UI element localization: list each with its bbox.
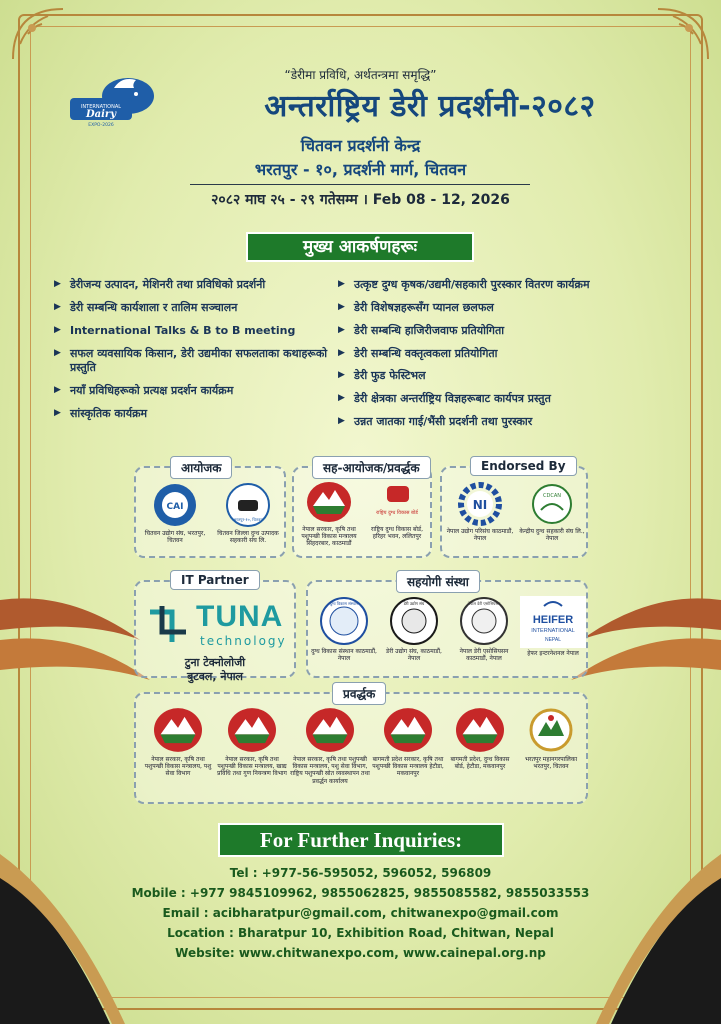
promoter-logo <box>142 706 214 778</box>
supporter-logo-dia <box>380 596 448 662</box>
supporters-box <box>306 575 588 678</box>
dia-seal-icon <box>389 596 439 646</box>
organizer-logo-cai <box>140 482 210 544</box>
event-dates: २०८२ माघ २५ - २९ गतेसम्म । Feb 08 - 12, 2026 <box>211 192 510 208</box>
page-title: अन्तर्राष्ट्रिय डेरी प्रदर्शनी-२०८२ <box>264 89 596 124</box>
list-item: ▶ उत्कृष्ट दुग्ध कृषक/उद्यमी/सहकारी पुरस्कार वितरण कार्यक्रम <box>338 278 678 293</box>
logo-text: डेरी उद्योग संघ <box>403 601 425 606</box>
list-item: ▶ डेरी सम्बन्धि कार्यशाला र तालिम सञ्चालन <box>54 301 334 316</box>
nepal-emblem-icon <box>305 480 353 524</box>
supporter-logo-ddc <box>310 596 378 662</box>
tagline: “डेरीमा प्रविधि, अर्थतन्त्रमा समृद्धि” <box>284 68 437 82</box>
logo-caption: बागमती प्रदेश सरकार, कृषि तथा पशुपन्छी विकास मन्त्रालय हेटौडा, मकवानपुर <box>372 756 444 778</box>
logo-caption: चितवन उद्योग संघ, भरतपुर, चितवन <box>144 530 206 545</box>
nepal-emblem-icon <box>381 706 435 754</box>
tuna-logo-icon <box>146 602 190 646</box>
logo-caption: नेपाल सरकार, कृषि तथा पशुपन्छी विकास मन्त्रालय, पशु सेवा विभाग <box>144 756 212 778</box>
logo-caption: डेरी उद्योग संघ, काठमाडौं, नेपाल <box>386 648 442 663</box>
tuna-brand: TUNA <box>196 600 284 633</box>
logo-caption: नेपाल उद्योग परिसंघ काठमाडौं, नेपाल <box>446 528 514 543</box>
logo-caption: दुग्ध विकास संस्थान काठमाडौं, नेपाल <box>311 648 377 663</box>
endorsed-label: Endorsed By <box>470 456 577 476</box>
co-organizer-logo-ndbb <box>364 480 430 540</box>
promoters-label: प्रवर्द्धक <box>332 682 386 705</box>
tuna-brand-sub: technology <box>200 634 287 648</box>
logo-caption: नेपाल सरकार, कृषि तथा पशुपन्छी विकास मन्त्रालय, पशु सेवा विभाग, राष्ट्रिय पशुपन्छी स्रोत व्यवस्थापन तथा प्रवर्द्धन कार्यालय <box>290 756 370 785</box>
nepal-emblem-icon <box>303 706 357 754</box>
promoter-logo <box>216 706 288 778</box>
cdcan-seal-icon <box>529 482 575 526</box>
gear-icon <box>457 482 503 526</box>
logo-text: NI <box>472 498 488 512</box>
contact-mobile: Mobile : +977 9845109962, 9855062825, 9855085582, 9855033553 <box>131 886 590 900</box>
list-item: ▶ सांस्कृतिक कार्यक्रम <box>54 407 334 422</box>
svg-text:Dairy: Dairy <box>85 109 117 120</box>
promoter-logo-bharatpur <box>516 706 586 770</box>
logo-text: CAI <box>166 502 184 512</box>
list-item: ▶ डेरीजन्य उत्पादन, मेशिनरी तथा प्रविधिको प्रदर्शनी <box>54 278 334 293</box>
promoter-logo <box>372 706 444 778</box>
logo-text: दुग्ध विकास संस्थान <box>329 601 359 606</box>
it-partner-box <box>134 573 296 684</box>
nepal-emblem-icon <box>151 706 205 754</box>
co-organizer-label: सह-आयोजक/प्रवर्द्धक <box>312 456 431 479</box>
logo-text: भरतपुर-१०, चितवन <box>233 517 263 522</box>
nepal-emblem-icon <box>225 706 279 754</box>
organizer-box <box>134 461 286 558</box>
list-item: ▶ डेरी सम्बन्धि हाजिरीजवाफ प्रतियोगिता <box>338 324 678 339</box>
logo-text: नेपाल डेरी एसोसियसन <box>467 601 501 606</box>
it-partner-label: IT Partner <box>170 570 260 590</box>
logo-caption: बागमती प्रदेश, दुग्ध विकास बोर्ड, हेटौडा, मकवानपुर <box>450 756 510 771</box>
endorsed-logo-cdcan <box>516 482 588 542</box>
it-partner-caption <box>136 656 294 685</box>
promoters-box <box>134 687 588 804</box>
logo-text: HEIFER <box>532 614 574 626</box>
logo-caption: हेफर इन्टरनेशनल नेपाल <box>527 650 579 657</box>
ddc-seal-icon <box>319 596 369 646</box>
organizer-logo-milk-union <box>212 482 284 544</box>
endorsed-box <box>440 459 588 558</box>
inquiries-heading: For Further Inquiries: <box>218 823 504 857</box>
list-item: ▶ नयाँ प्रविधिहरूको प्रत्यक्ष प्रदर्शन कार्यक्रम <box>54 384 334 399</box>
list-item: ▶ सफल व्यवसायिक किसान, डेरी उद्यमीका सफलताका कथाहरूको प्रस्तुति <box>54 347 334 377</box>
supporter-logo-heifer <box>518 596 588 657</box>
endorsed-logo-fncci <box>444 482 516 542</box>
corner-ornament-top-right <box>653 4 713 64</box>
divider <box>190 184 530 185</box>
it-partner-location: बुटवल, नेपाल <box>186 670 244 684</box>
list-item: ▶ उन्नत जातका गाई/भैंसी प्रदर्शनी तथा पुरस्कार <box>338 415 678 430</box>
svg-text:EXPO-2026: EXPO-2026 <box>88 123 114 128</box>
promoter-logo <box>290 706 370 785</box>
co-organizer-box <box>292 461 432 558</box>
attractions-heading: मुख्य आकर्षणहरूः <box>246 232 474 262</box>
cow-seal-icon <box>225 482 271 528</box>
promoter-logo <box>446 706 514 770</box>
cai-gear-icon <box>152 482 198 528</box>
list-item: ▶ International Talks & B to B meeting <box>54 324 334 339</box>
contact-location: Location : Bharatpur 10, Exhibition Road, Chitwan, Nepal <box>167 926 554 940</box>
co-organizer-logo-ministry <box>296 480 362 548</box>
logo-subtext: INTERNATIONAL <box>531 628 575 634</box>
logo-caption: राष्ट्रिय दुग्ध विकास बोर्ड, हरिहर भवन, ललितपुर <box>370 526 424 541</box>
venue-name: चितवन प्रदर्शनी केन्द्र <box>300 136 421 155</box>
list-item: ▶ डेरी फुड फेस्टिभल <box>338 369 678 384</box>
nepal-emblem-icon <box>453 706 507 754</box>
list-item: ▶ डेरी विशेषज्ञहरूसँग प्यानल छलफल <box>338 301 678 316</box>
logo-caption: नेपाल डेरी एसोसियसन काठमाडौं, नेपाल <box>459 648 509 663</box>
logo-caption: केन्द्रीय दुग्ध सहकारी संघ लि., नेपाल <box>519 528 585 543</box>
supporter-logo-nda <box>450 596 518 662</box>
contact-website[interactable]: Website: www.chitwanexpo.com, www.cainepal.org.np <box>175 946 546 960</box>
contact-email[interactable]: Email : acibharatpur@gmail.com, chitwanexpo@gmail.com <box>162 906 559 920</box>
nda-seal-icon <box>459 596 509 646</box>
supporters-label: सहयोगी संस्था <box>396 570 480 593</box>
logo-caption: नेपाल सरकार, कृषि तथा पशुपन्छी विकास मन्त्रालय, खाद्य प्रविधि तथा गुण नियन्त्रण विभाग <box>217 756 287 778</box>
logo-text: CDCAN <box>543 493 561 499</box>
list-item: ▶ डेरी क्षेत्रका अन्तर्राष्ट्रिय विज्ञहरूबाट कार्यपत्र प्रस्तुत <box>338 392 678 407</box>
it-partner-name: टुना टेक्नोलोजी <box>184 656 246 669</box>
organizer-label: आयोजक <box>170 456 232 479</box>
svg-text:INTERNATIONAL: INTERNATIONAL <box>80 104 122 110</box>
contact-tel: Tel : +977-56-595052, 596052, 596809 <box>229 866 492 880</box>
logo-caption: नेपाल सरकार, कृषि तथा पशुपन्छी विकास मन्त्रालय सिंहदरबार, काठमाडौं <box>301 526 357 548</box>
list-item: ▶ डेरी सम्बन्धि वक्तृत्वकला प्रतियोगिता <box>338 347 678 362</box>
logo-subtext: NEPAL <box>544 637 562 643</box>
corner-ornament-top-left <box>8 4 68 64</box>
venue-address: भरतपुर - १०, प्रदर्शनी मार्ग, चितवन <box>254 160 467 179</box>
municipality-seal-icon <box>524 706 578 754</box>
logo-caption: भरतपुर महानगरपालिका भरतपुर, चितवन <box>524 756 578 771</box>
dairy-expo-logo <box>66 70 162 130</box>
heifer-logo-icon <box>520 596 586 648</box>
logo-text: राष्ट्रिय दुग्ध विकास बोर्ड <box>376 510 418 516</box>
attractions-list-right <box>338 278 678 438</box>
logo-caption: चितवन जिल्ला दुग्ध उत्पादक सहकारी संघ लि. <box>217 530 279 545</box>
attractions-list-left <box>54 278 334 430</box>
cow-logo-icon <box>373 480 421 524</box>
